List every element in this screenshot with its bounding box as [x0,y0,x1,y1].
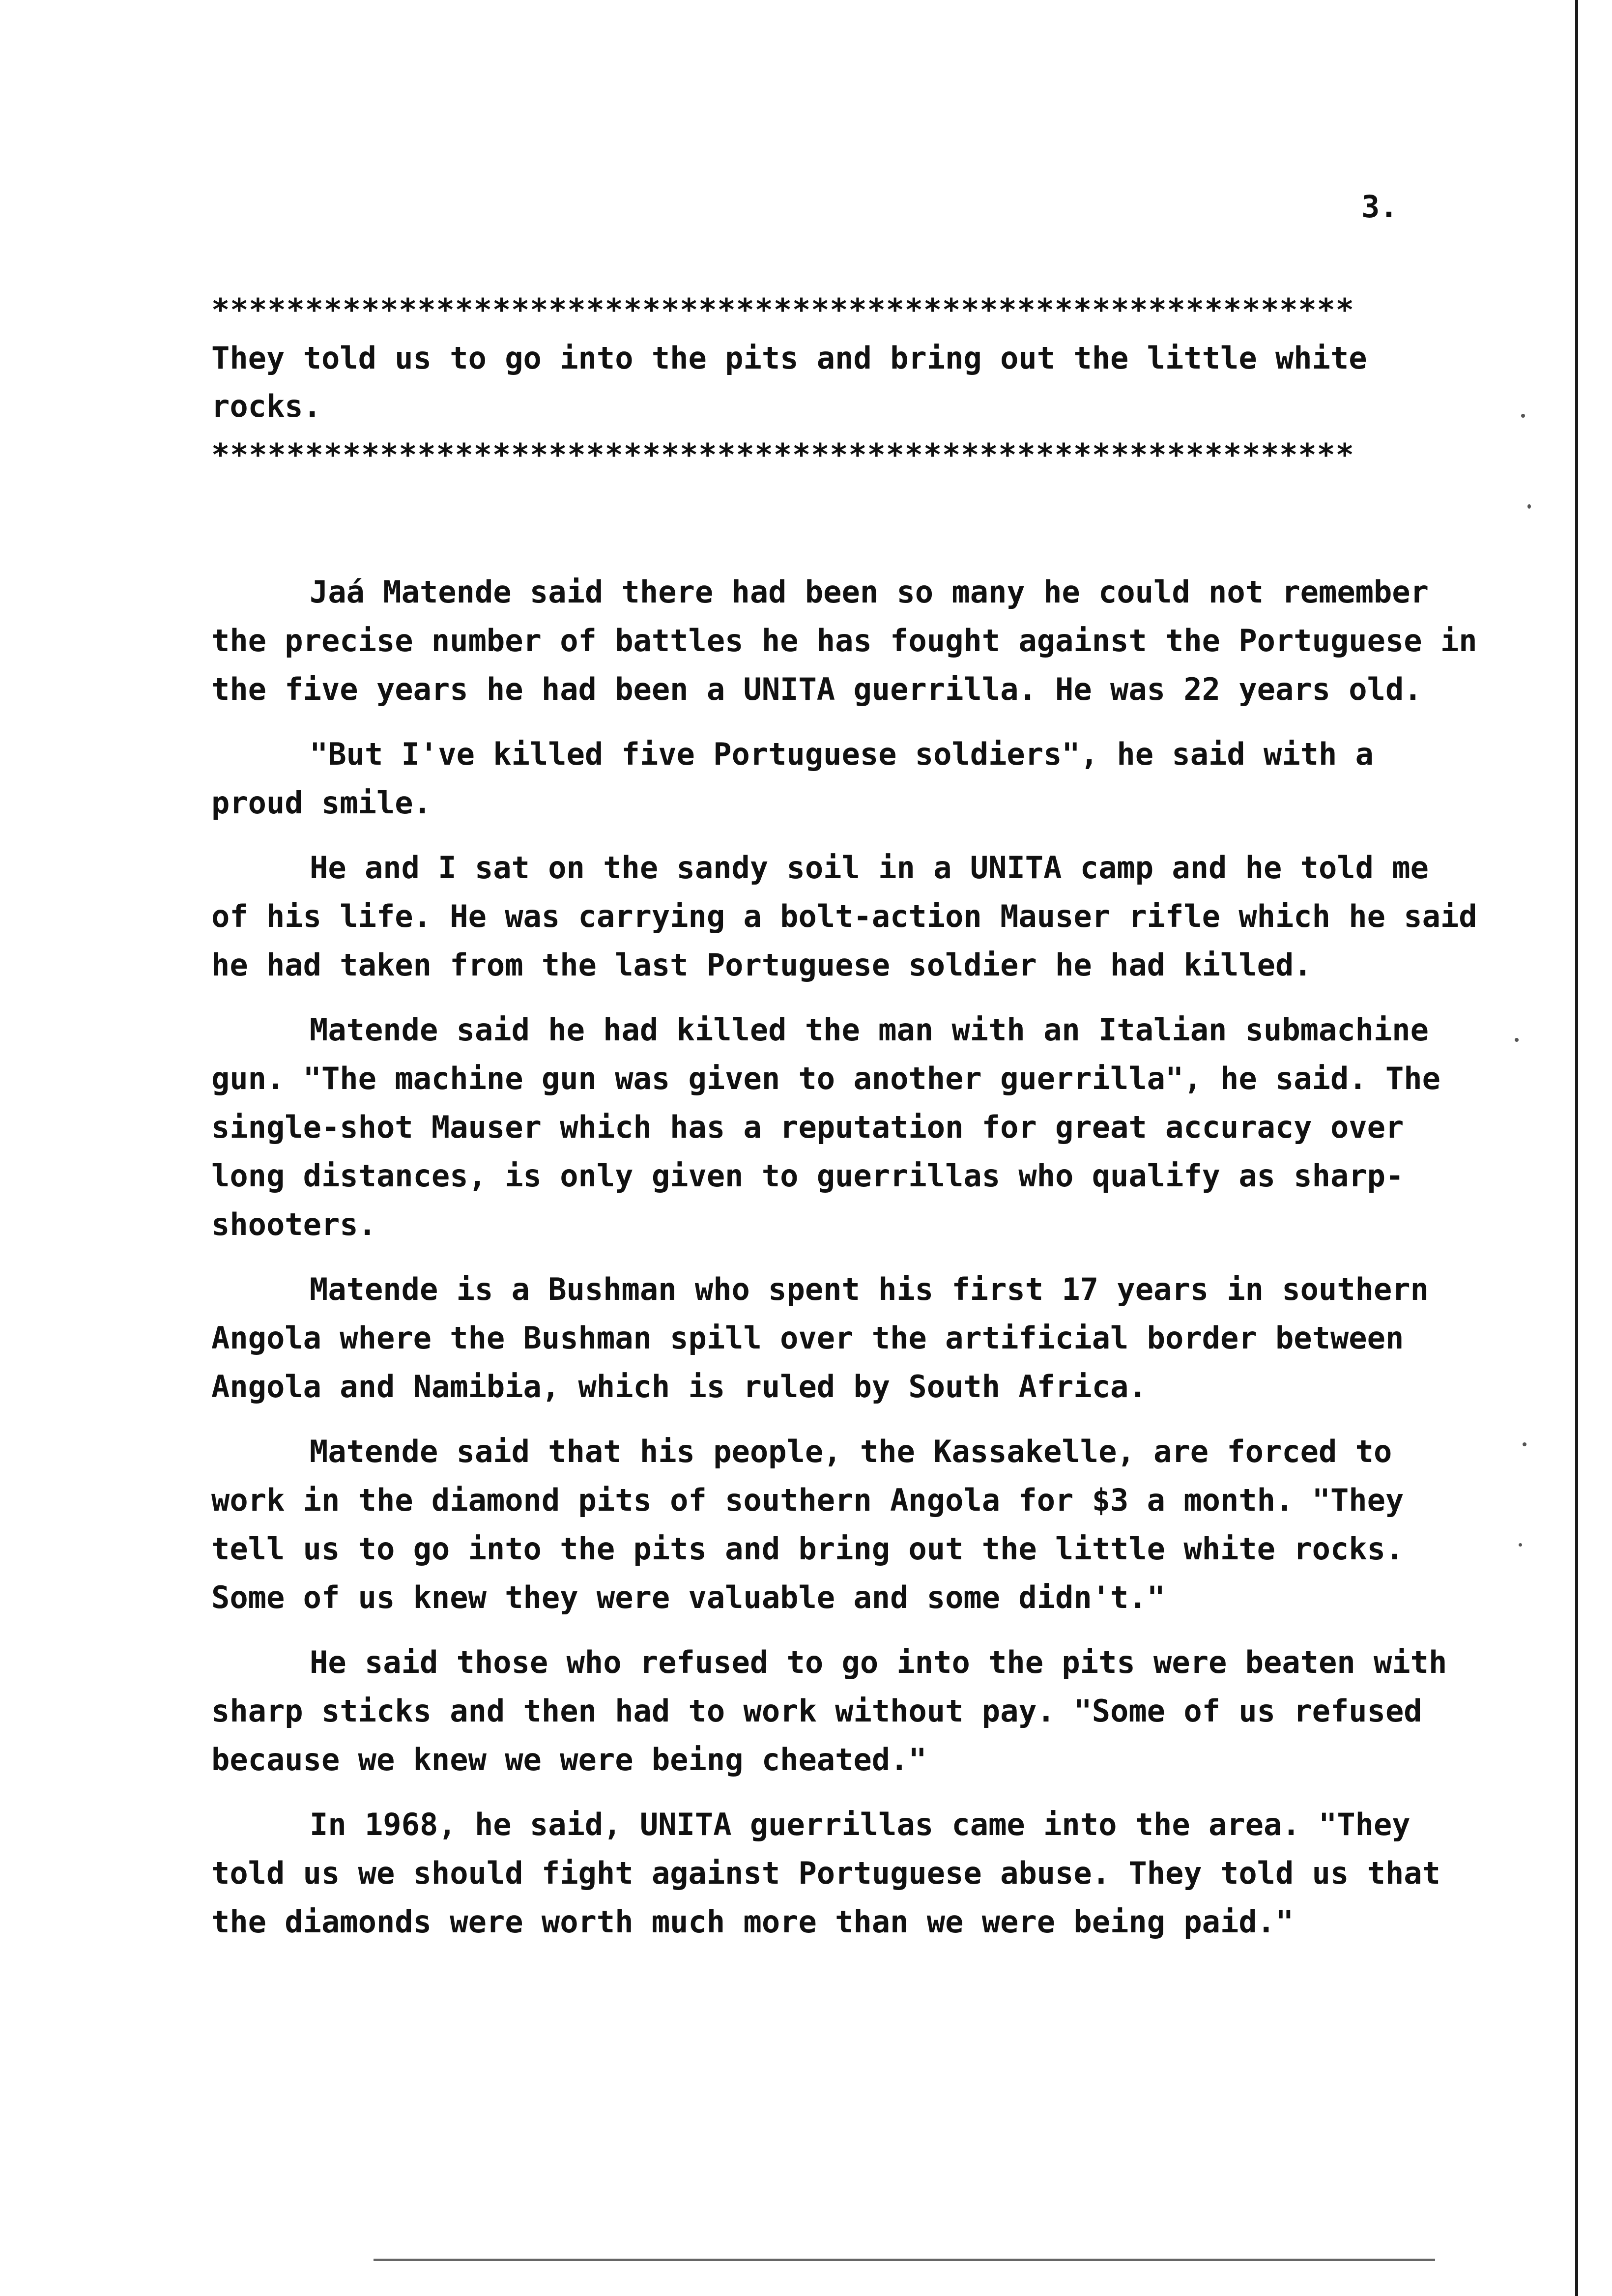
margin-speck [1515,1038,1519,1042]
paragraph: In 1968, he said, UNITA guerrillas came into the area. "They told us we should fight against Portuguese abuse. They told us that the diamonds were worth much more than we were being paid." [211,1807,1440,1940]
asterisk-separator-top: ************************************************************* [211,292,1354,328]
margin-speck [1521,414,1525,418]
margin-speck [1519,1543,1522,1547]
paragraph: Matende said he had killed the man with an Italian submachine gun. "The machine gun was given to another guerrilla", he said. The single-shot Mauser which has a reputation for great accuracy over long distances, is only given to guerrillas who qualify as sharp-shooters. [211,1012,1440,1242]
margin-speck [1523,1442,1526,1446]
asterisk-separator-bottom: ************************************************************* [211,437,1354,473]
paragraph: Jaá Matende said there had been so many he could not remember the precise number of battles he has fought against the Portuguese in the five years he had been a UNITA guerrilla. He was 22 years old. [211,574,1477,707]
paragraph: Matende is a Bushman who spent his first 17 years in southern Angola where the Bushman spill over the artificial border between Angola and Namibia, which is ruled by South Africa. [211,1271,1429,1405]
margin-speck [1527,504,1531,509]
article-body [211,568,1479,1962]
paragraph: Matende said that his people, the Kassakelle, are forced to work in the diamond pits of southern Angola for $3 a month. "They tell us to go into the pits and bring out the little white rocks. Some of us knew they were valuable and some didn't." [211,1434,1404,1615]
paragraph: He and I sat on the sandy soil in a UNITA camp and he told me of his life. He was carrying a bolt-action Mauser rifle which he said he had taken from the last Portuguese soldier he had killed. [211,850,1477,983]
paragraph: He said those who refused to go into the pits were beaten with sharp sticks and then had to work without pay. "Some of us refused because we knew we were being cheated." [211,1644,1447,1778]
page-number: 3. [1361,189,1398,225]
paragraph: "But I've killed five Portuguese soldiers", he said with a proud smile. [211,736,1374,821]
pull-quote: They told us to go into the pits and bring out the little white rocks. [211,340,1367,424]
bottom-edge-line [374,2259,1435,2261]
page-edge-line [1575,0,1578,2296]
